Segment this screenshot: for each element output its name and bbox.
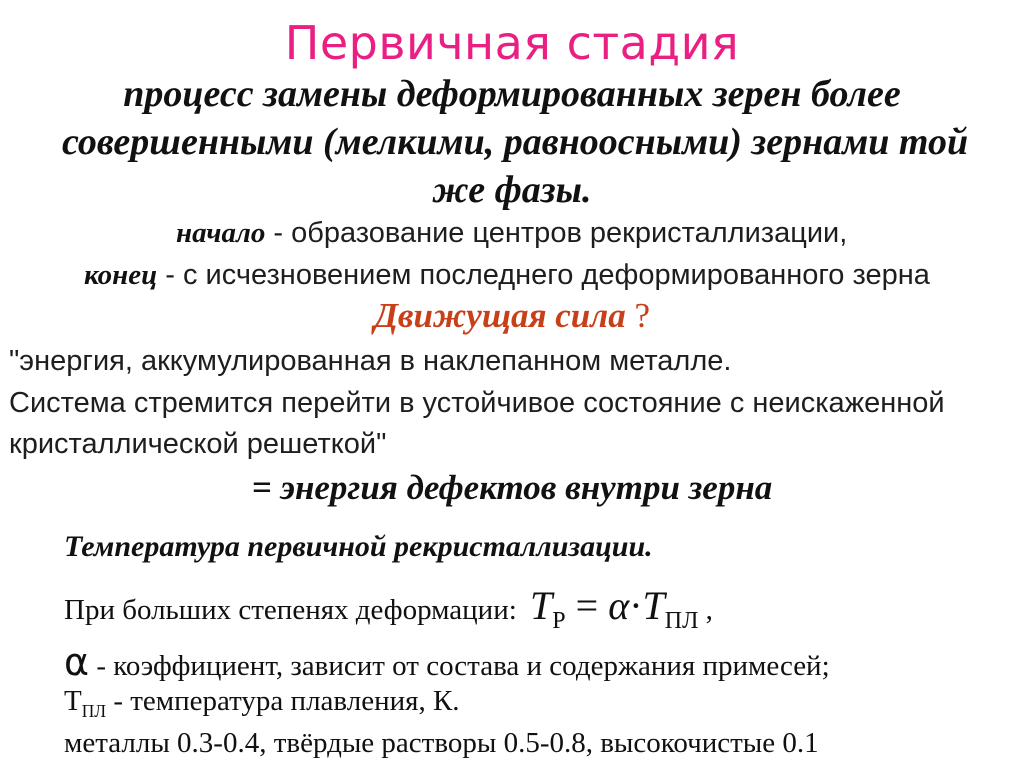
quote-line-1: "энергия, аккумулированная в наклепанном металле.	[9, 345, 732, 377]
formula-equals: =	[565, 583, 609, 628]
end-text: - с исчезновением последнего деформированного зерна	[157, 259, 930, 291]
formula-sub-pl: ПЛ	[664, 608, 699, 634]
tpl-symbol: T	[64, 685, 82, 717]
formula-sub-r: Р	[552, 608, 566, 634]
alpha-text: - коэффициент, зависит от состава и содержания примесей;	[89, 650, 830, 682]
question-mark: ?	[625, 296, 651, 335]
definition-line-1: процесс замены деформированных зерен более	[123, 73, 901, 115]
tpl-text: - температура плавления, К.	[106, 685, 460, 717]
slide-title: Первичная стадия	[284, 16, 740, 70]
formula	[530, 583, 713, 634]
formula-comma: ,	[698, 594, 713, 626]
formula-T: T	[530, 583, 553, 628]
alpha-symbol: α	[64, 640, 90, 684]
formula-alpha: α	[608, 583, 630, 628]
formula-intro: При больших степенях деформации:	[64, 594, 517, 626]
alpha-definition	[64, 640, 830, 684]
driving-force-heading	[0, 296, 1024, 336]
formula-line	[64, 582, 713, 635]
coefficient-values: металлы 0.3-0.4, твёрдые растворы 0.5-0.8, высокочистые 0.1	[64, 727, 819, 759]
formula-dot: ·	[629, 583, 643, 628]
start-term: начало	[176, 217, 266, 249]
formula-T2: T	[642, 583, 665, 628]
definition-line-2: совершенными (мелкими, равноосными) зернами той	[62, 121, 969, 163]
temperature-heading: Температура первичной рекристаллизации.	[64, 530, 653, 563]
start-line	[176, 217, 847, 250]
definition-line-3: же фазы.	[432, 169, 592, 211]
quote-line-3: кристаллической решеткой"	[9, 428, 387, 460]
tpl-definition	[64, 685, 460, 722]
end-line	[84, 259, 930, 292]
tpl-sub: ПЛ	[81, 700, 107, 721]
driving-force-label: Движущая сила	[373, 296, 626, 335]
end-term: конец	[84, 259, 158, 291]
quote-line-2: Система стремится перейти в устойчивое состояние с неискаженной	[9, 387, 945, 419]
equals-line: = энергия дефектов внутри зерна	[251, 468, 773, 507]
start-text: - образование центров рекристаллизации,	[265, 217, 848, 249]
